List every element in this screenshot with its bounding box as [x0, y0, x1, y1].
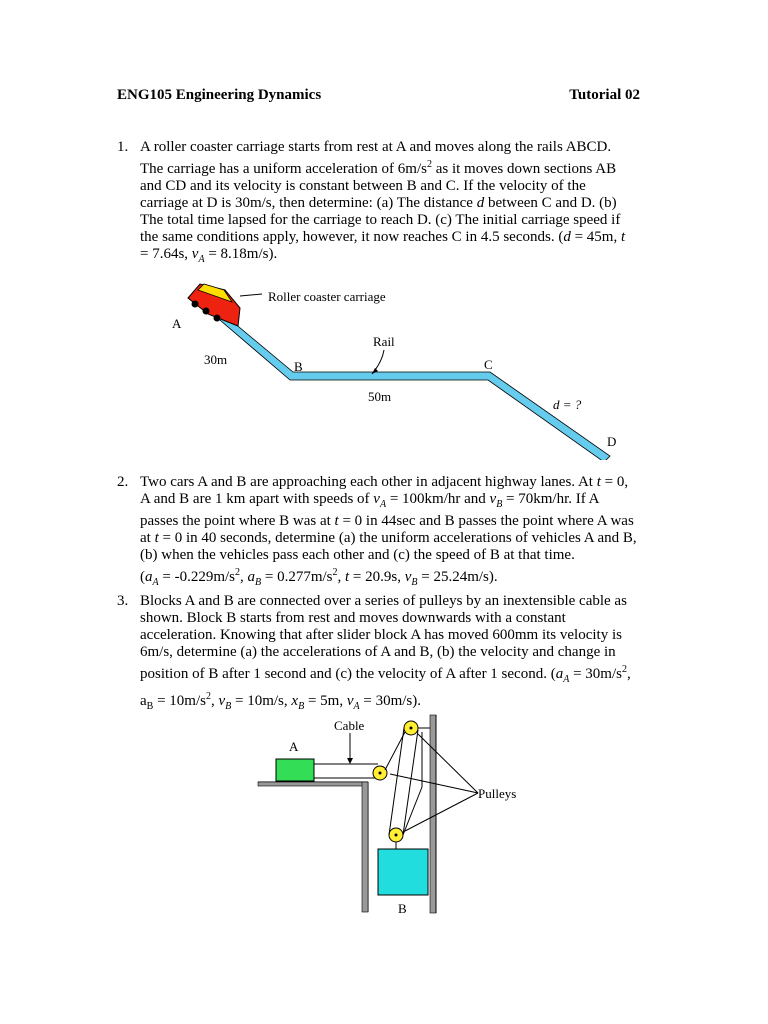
right-wall [430, 715, 436, 913]
rail-label: Rail [373, 334, 395, 349]
cable-label: Cable [334, 718, 365, 733]
rail-pointer [372, 350, 384, 374]
ledge [258, 782, 368, 912]
question-line: at t = 0 in 40 seconds, determine (a) the uniform accelerations of vehicles A and B, [140, 530, 637, 546]
question-2-text [140, 474, 650, 591]
question-1-text [140, 139, 650, 268]
cd-length-label: d = ? [553, 397, 582, 412]
question-line: Blocks A and B are connected over a series of pulleys by an inextensible cable as [140, 593, 627, 609]
tutorial-number: Tutorial 02 [569, 87, 640, 103]
page-header [117, 87, 640, 107]
point-d-label: D [607, 434, 617, 449]
question-line: Two cars A and B are approaching each other in adjacent highway lanes. At t = 0, [140, 474, 629, 490]
question-3-number: 3. [117, 593, 129, 609]
question-line: position of B after 1 second and (c) the velocity of A after 1 second. ($a_A = 30m/s^2$, [140, 664, 631, 685]
question-line: the same conditions apply, however, it now reaches C in 4.5 seconds. (d = 45m, t [140, 229, 626, 245]
pulleys-label: Pulleys [478, 786, 517, 801]
block-b-label: B [398, 901, 407, 916]
question-line: passes the point where B was at t = 0 in 44sec and B passes the point where A was [140, 513, 634, 529]
carriage-label: Roller coaster carriage [268, 289, 386, 304]
question-line: The total time lapsed for the carriage to reach D. (c) The initial carriage speed if [140, 212, 621, 228]
question-line: $a_B = 10m/s^2$, $v_B = 10m/s$, $x_B = 5m$, $v_A = 30m/s$). [140, 691, 421, 712]
question-line: The carriage has a uniform acceleration of $6m/s^2$ as it moves down sections AB [140, 159, 617, 177]
question-line: and CD and its velocity is constant between B and C. If the velocity of the [140, 178, 586, 194]
question-line: A roller coaster carriage starts from rest at A and moves along the rails ABCD. [140, 139, 612, 155]
question-line: A and B are 1 km apart with speeds of $v_A = 100km/hr$ and $v_B = 70km/hr$. If A [140, 491, 600, 510]
course-title: ENG105 Engineering Dynamics [117, 87, 322, 103]
pointer-arrow [418, 734, 478, 793]
block-b [378, 849, 428, 895]
question-line: = 7.64s, $v_A = 8.18m/s$). [140, 246, 278, 265]
question-line: acceleration. Knowing that after slider block A has moved 600mm its velocity is [140, 627, 622, 643]
point-c-label: C [484, 357, 493, 372]
question-line: 6m/s, determine (a) the accelerations of A and B, (b) the velocity and change in [140, 644, 616, 660]
pulley-system-figure [250, 712, 550, 922]
question-2-number: 2. [117, 474, 129, 490]
rail-track [193, 292, 610, 460]
bc-length-label: 50m [368, 389, 392, 404]
carriage-icon [188, 284, 262, 326]
question-3-text [140, 593, 650, 715]
roller-coaster-figure [160, 270, 620, 460]
ab-length-label: 30m [204, 352, 228, 367]
question-line: (b) when the vehicles pass each other and (c) the speed of B at that time. [140, 547, 575, 563]
question-1-number: 1. [117, 139, 129, 155]
pointer-arrow [405, 793, 478, 831]
point-b-label: B [294, 359, 303, 374]
point-a-label: A [172, 316, 182, 331]
question-line: shown. Block B starts from rest and moves downwards with a constant [140, 610, 566, 626]
question-line: ($a_A = -0.229m/s^2$, $a_B = 0.277m/s^2$, t = 20.9s, $v_B = 25.24m/s$). [140, 567, 498, 588]
question-line: carriage at D is 30m/s, then determine: (a) The distance d between C and D. (b) [140, 195, 617, 211]
block-a-label: A [289, 739, 299, 754]
block-a [276, 759, 314, 781]
